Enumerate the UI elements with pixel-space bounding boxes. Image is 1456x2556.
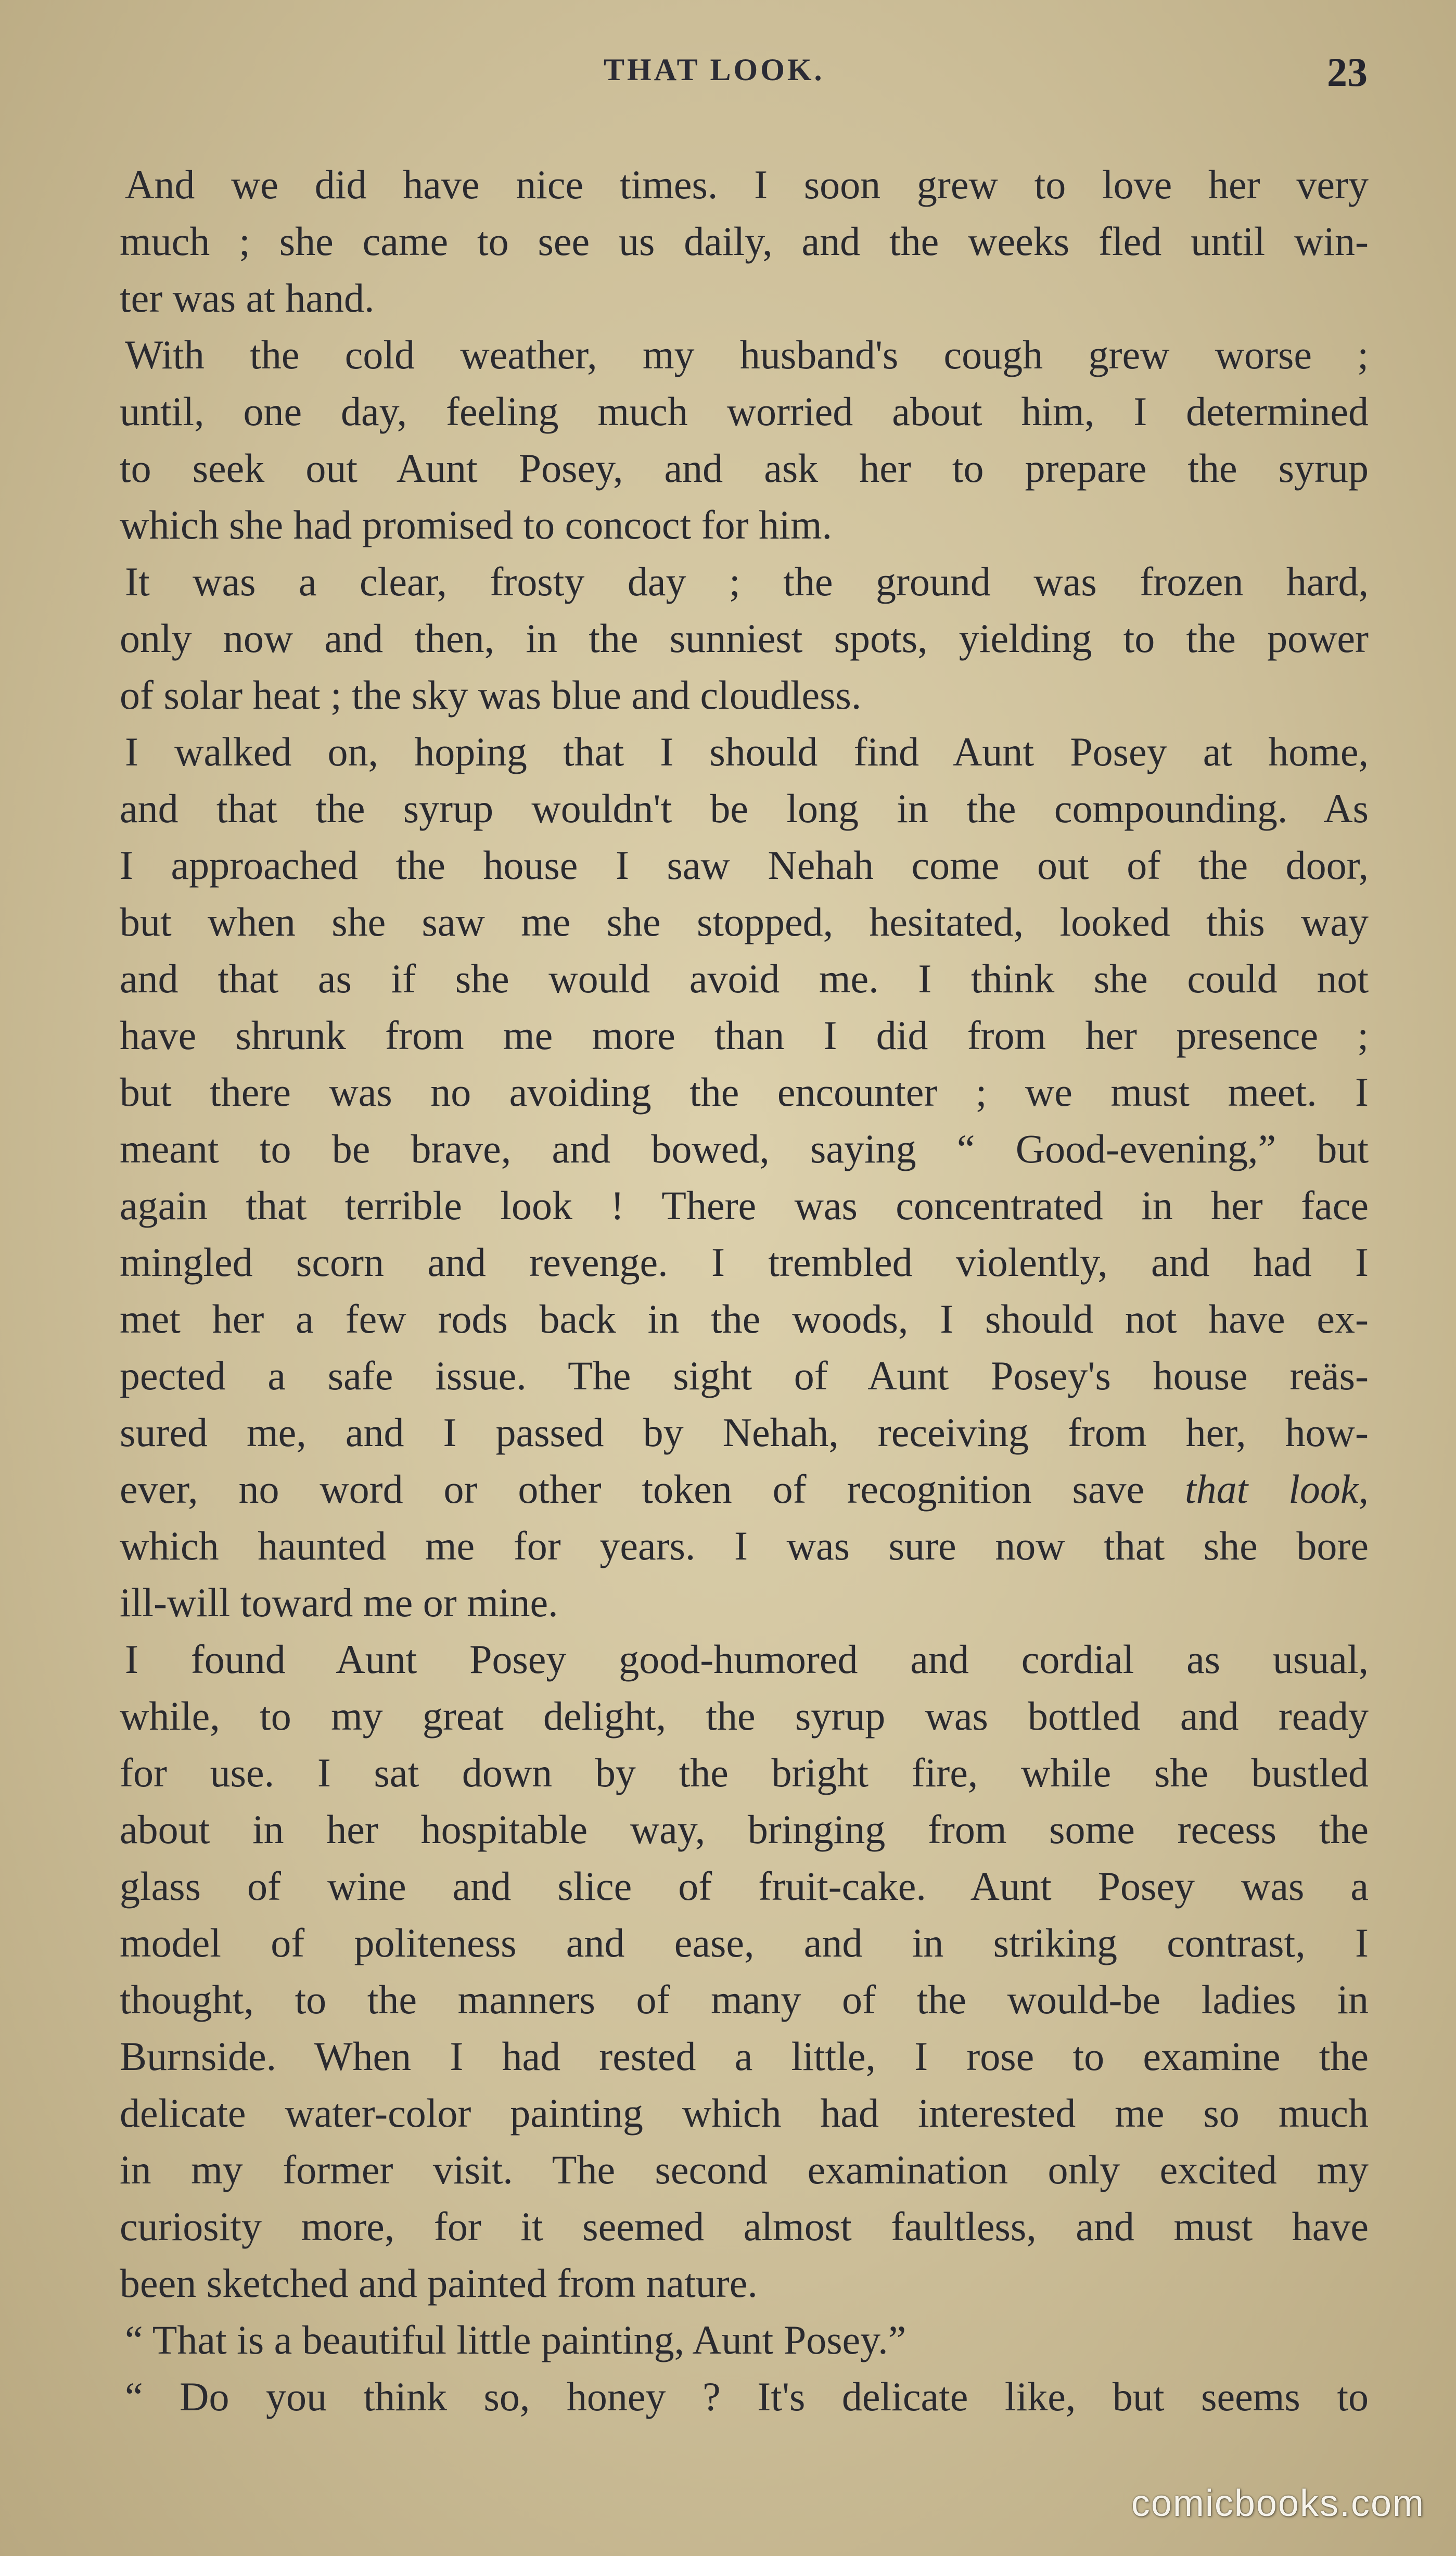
paragraph — [120, 553, 1369, 723]
text-line: It was a clear, frosty day ; the ground was frozen hard, — [125, 559, 1369, 604]
emphasis-that-look: that look, — [1185, 1466, 1369, 1512]
text-line: met her a few rods back in the woods, I should not have ex- — [120, 1296, 1369, 1341]
text-line: but when she saw me she stopped, hesitated, looked this way — [120, 899, 1369, 944]
text-line: I found Aunt Posey good-humored and cordial as usual, — [125, 1637, 1369, 1682]
text-line: model of politeness and ease, and in striking contrast, I — [120, 1920, 1369, 1965]
text-line: glass of wine and slice of fruit-cake. Aunt Posey was a — [120, 1863, 1369, 1909]
text-line: been sketched and painted from nature. — [120, 2260, 758, 2306]
text-line: while, to my great delight, the syrup was bottled and ready — [120, 1693, 1369, 1739]
text-line: I walked on, hoping that I should find Aunt Posey at home, — [125, 729, 1369, 774]
text-line: “ Do you think so, honey ? It's delicate like, but seems to — [125, 2374, 1369, 2419]
text-line: Burnside. When I had rested a little, I rose to examine the — [120, 2034, 1369, 2079]
text-line: about in her hospitable way, bringing from some recess the — [120, 1807, 1369, 1852]
paragraph — [120, 326, 1369, 553]
text-line: which haunted me for years. I was sure now that she bore — [120, 1523, 1369, 1568]
text-line: and that the syrup wouldn't be long in the compounding. As — [120, 786, 1369, 831]
text-line: much ; she came to see us daily, and the weeks fled until win- — [120, 219, 1369, 264]
text-line: curiosity more, for it seemed almost faultless, and must have — [120, 2204, 1369, 2249]
paragraph — [120, 2368, 1369, 2425]
text-body — [120, 156, 1369, 2419]
text-line: delicate water-color painting which had interested me so much — [120, 2090, 1369, 2136]
text-line: I approached the house I saw Nehah come out of the door, — [120, 842, 1369, 888]
text-line: pected a safe issue. The sight of Aunt Posey's house reäs- — [120, 1353, 1369, 1398]
text-line: ter was at hand. — [120, 275, 375, 321]
text-line: until, one day, feeling much worried about him, I determined — [120, 389, 1369, 434]
text-line: meant to be brave, and bowed, saying “ Good-evening,” but — [120, 1126, 1369, 1171]
paragraph — [120, 1631, 1369, 2311]
text-line: And we did have nice times. I soon grew to love her very — [125, 162, 1369, 207]
paragraph — [120, 2311, 1369, 2368]
paragraph — [120, 723, 1369, 1631]
text-line: sured me, and I passed by Nehah, receiving from her, how- — [120, 1410, 1369, 1455]
paragraph — [120, 156, 1369, 326]
text-line: of solar heat ; the sky was blue and cloudless. — [120, 672, 862, 718]
text-line-with-emphasis — [120, 1461, 1369, 1517]
text-line: which she had promised to concoct for him. — [120, 502, 832, 547]
text-line: in my former visit. The second examination only excited my — [120, 2147, 1369, 2192]
text-line: and that as if she would avoid me. I think she could not — [120, 956, 1369, 1001]
text-line: “ That is a beautiful little painting, Aunt Posey.” — [125, 2317, 906, 2362]
watermark-text: comicbooks.com — [1131, 2483, 1425, 2524]
text-line-part: ever, no word or other token of recognition save — [120, 1466, 1185, 1512]
watermark — [1050, 2478, 1425, 2525]
text-line: but there was no avoiding the encounter ; we must meet. I — [120, 1069, 1369, 1115]
running-head-title: THAT LOOK. — [604, 53, 825, 87]
text-line: only now and then, in the sunniest spots, yielding to the power — [120, 616, 1369, 661]
text-line: mingled scorn and revenge. I trembled violently, and had I — [120, 1239, 1369, 1285]
page-number: 23 — [1327, 49, 1368, 95]
text-line: again that terrible look ! There was concentrated in her face — [120, 1183, 1369, 1228]
text-line: ill-will toward me or mine. — [120, 1580, 558, 1625]
text-line: have shrunk from me more than I did from her presence ; — [120, 1013, 1369, 1058]
text-line: thought, to the manners of many of the would-be ladies in — [120, 1977, 1369, 2022]
text-line: for use. I sat down by the bright fire, while she bustled — [120, 1750, 1369, 1795]
running-head — [0, 49, 1456, 104]
text-line: With the cold weather, my husband's cough grew worse ; — [125, 332, 1369, 377]
text-line: to seek out Aunt Posey, and ask her to prepare the syrup — [120, 445, 1369, 491]
